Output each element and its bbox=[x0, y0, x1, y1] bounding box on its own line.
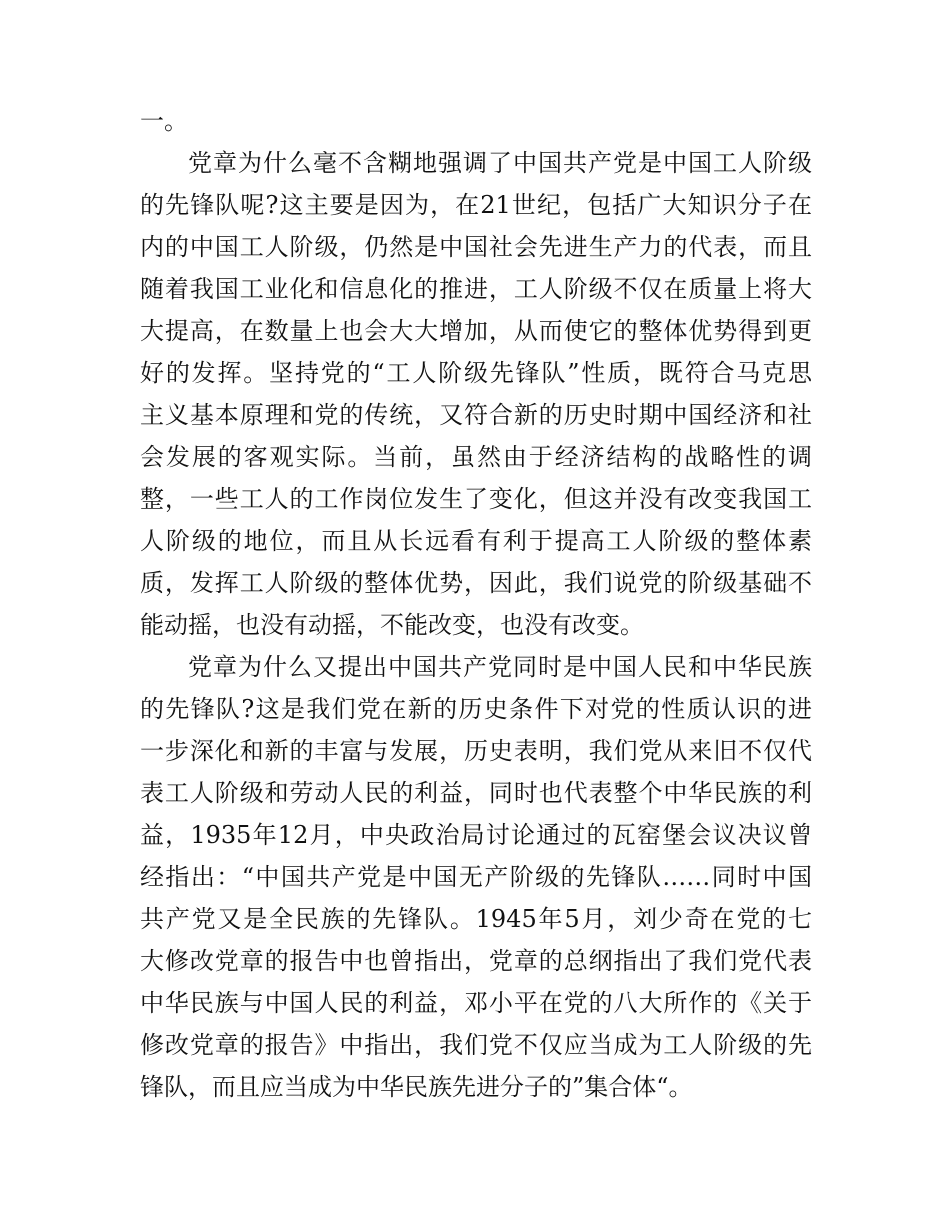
text-line: 会发展的客观实际。当前，虽然由于经济结构的战略性的调 bbox=[140, 443, 812, 471]
paragraph-vanguard-working-class bbox=[140, 142, 812, 646]
text-line: 整，一些工人的工作岗位发生了变化，但这并没有改变我国工 bbox=[140, 485, 812, 513]
text-line: 锋队，而且应当成为中华民族先进分子的”集合体“。 bbox=[140, 1073, 693, 1101]
text-line: 大提高，在数量上也会大大增加，从而使它的整体优势得到更 bbox=[140, 317, 812, 345]
text-line: 修改党章的报告》中指出，我们党不仅应当成为工人阶级的先 bbox=[140, 1031, 812, 1059]
text-line: 中华民族与中国人民的利益，邓小平在党的八大所作的《关于 bbox=[140, 989, 812, 1017]
text-line: 共产党又是全民族的先锋队。1945年5月，刘少奇在党的七 bbox=[140, 905, 812, 933]
text-line: 好的发挥。坚持党的“工人阶级先锋队”性质，既符合马克思 bbox=[140, 359, 812, 387]
text-line: 质，发挥工人阶级的整体优势，因此，我们说党的阶级基础不 bbox=[140, 569, 812, 597]
text-line: 表工人阶级和劳动人民的利益，同时也代表整个中华民族的利 bbox=[140, 779, 812, 807]
text-line: 益，1935年12月，中央政治局讨论通过的瓦窑堡会议决议曾 bbox=[140, 821, 812, 849]
text-line: 人阶级的地位，而且从长远看有利于提高工人阶级的整体素 bbox=[140, 527, 812, 555]
text-line: 的先锋队?这是我们党在新的历史条件下对党的性质认识的进 bbox=[140, 695, 812, 723]
text-line: 党章为什么又提出中国共产党同时是中国人民和中华民族 bbox=[188, 653, 812, 681]
text-line: 内的中国工人阶级，仍然是中国社会先进生产力的代表，而且 bbox=[140, 233, 812, 261]
paragraph-continuation bbox=[140, 100, 812, 142]
text-line: 一步深化和新的丰富与发展，历史表明，我们党从来旧不仅代 bbox=[140, 737, 812, 765]
text-line: 一。 bbox=[140, 107, 188, 135]
text-line: 党章为什么毫不含糊地强调了中国共产党是中国工人阶级 bbox=[188, 149, 812, 177]
text-line: 的先锋队呢?这主要是因为，在21世纪，包括广大知识分子在 bbox=[140, 191, 812, 219]
paragraph-vanguard-chinese-nation bbox=[140, 646, 812, 1108]
body-text bbox=[140, 100, 812, 1108]
text-line: 随着我国工业化和信息化的推进，工人阶级不仅在质量上将大 bbox=[140, 275, 812, 303]
text-line: 能动摇，也没有动摇，不能改变，也没有改变。 bbox=[140, 611, 644, 639]
text-line: 主义基本原理和党的传统，又符合新的历史时期中国经济和社 bbox=[140, 401, 812, 429]
text-line: 经指出：“中国共产党是中国无产阶级的先锋队……同时中国 bbox=[140, 863, 812, 891]
text-line: 大修改党章的报告中也曾指出，党章的总纲指出了我们党代表 bbox=[140, 947, 812, 975]
